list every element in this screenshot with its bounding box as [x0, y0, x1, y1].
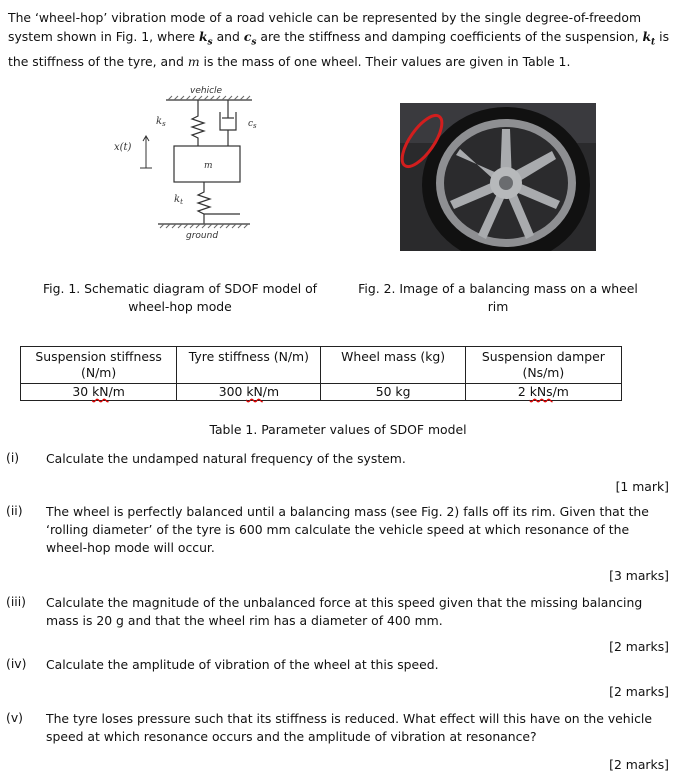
symbol-m: m — [187, 54, 200, 70]
intro-text-1: The ‘wheel-hop’ vibration mode of a road vehicle can be represented by the single degree-of-freedom system shown in Fig. 1, where — [8, 10, 642, 44]
question-text: Calculate the amplitude of vibration of the wheel at this speed. — [46, 657, 439, 672]
question-number: (iv) — [6, 656, 27, 671]
question-number: (i) — [6, 450, 20, 465]
suspension-damper — [220, 100, 236, 146]
ground-label: ground — [186, 231, 219, 241]
header-wheel-mass: Wheel mass (kg) — [321, 347, 465, 384]
fig2-caption: Fig. 2. Image of a balancing mass on a wheel rim — [358, 281, 638, 314]
question-text: Calculate the undamped natural frequency of the system. — [46, 451, 406, 466]
suspension-spring — [192, 100, 204, 146]
cs-label: $c_s$ — [248, 119, 257, 130]
question-marks: [2 marks] — [609, 639, 669, 654]
displacement-arrow — [140, 136, 152, 168]
question-text: Calculate the magnitude of the unbalanced force at this speed given that the missing balancing mass is 20 g and that the wheel rim has a diameter of 400 mm. — [46, 595, 643, 628]
symbol-cs: $c_s$ — [243, 29, 257, 48]
sdof-schematic — [100, 80, 280, 250]
value-tyre-stiffness: 300 kN/m — [177, 384, 321, 401]
mass-label: m — [204, 161, 213, 171]
intro-paragraph — [8, 8, 678, 71]
displacement-label: x(t) — [114, 142, 132, 153]
vehicle-label: vehicle — [190, 86, 223, 96]
question-marks: [2 marks] — [609, 757, 669, 772]
question-text: The tyre loses pressure such that its stiffness is reduced. What effect will this have on the vehicle speed at which resonance occurs and the amplitude of vibration at resonance? — [46, 711, 652, 744]
question-marks: [2 marks] — [609, 684, 669, 699]
question-marks: [1 mark] — [615, 479, 669, 494]
value-wheel-mass: 50 kg — [321, 384, 465, 401]
intro-text-2: and — [212, 29, 244, 44]
header-tyre-stiffness: Tyre stiffness (N/m) — [177, 347, 321, 384]
fig1-caption: Fig. 1. Schematic diagram of SDOF model of wheel-hop mode — [42, 281, 318, 314]
parameter-table — [20, 346, 622, 401]
wheel-photo — [400, 103, 596, 251]
table-row — [21, 384, 622, 401]
symbol-ks: $k_s$ — [198, 29, 213, 48]
kt-label: $k_t$ — [174, 194, 183, 206]
header-suspension-stiffness: Suspension stiffness (N/m) — [21, 347, 177, 384]
ks-label: $k_s$ — [156, 116, 166, 128]
question-number: (iii) — [6, 594, 26, 609]
intro-text-4: is the stiffness of the tyre, and — [8, 29, 670, 70]
intro-text-5: is the mass of one wheel. Their values are given in Table 1. — [199, 54, 571, 70]
table-caption: Table 1. Parameter values of SDOF model — [209, 422, 467, 437]
table-header-row — [21, 347, 622, 384]
value-suspension-damper: 2 kNs/m — [465, 384, 621, 401]
value-suspension-stiffness: 30 kN/m — [21, 384, 177, 401]
symbol-kt: $k_t$ — [642, 29, 656, 48]
question-text: The wheel is perfectly balanced until a balancing mass (see Fig. 2) falls off its rim. Given that the ‘rolling diameter’ of the tyre is 600 mm calculate the vehicle speed at which resonance of the wheel-hop mode will occur. — [46, 504, 649, 555]
question-number: (v) — [6, 710, 24, 725]
tyre-spring — [198, 182, 240, 214]
question-marks: [3 marks] — [609, 568, 669, 583]
question-number: (ii) — [6, 503, 23, 518]
intro-text-3: are the stiffness and damping coefficients of the suspension, — [256, 29, 643, 44]
header-suspension-damper: Suspension damper (Ns/m) — [465, 347, 621, 384]
